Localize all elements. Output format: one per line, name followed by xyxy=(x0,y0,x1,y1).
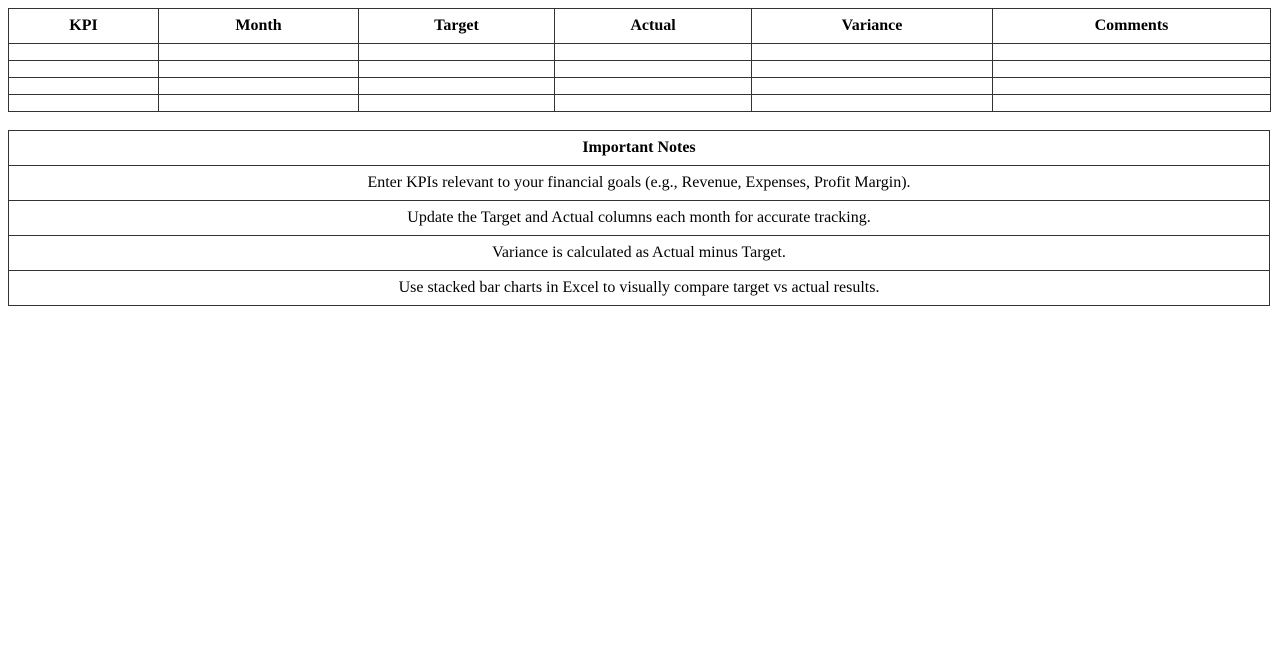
table-cell[interactable] xyxy=(159,44,359,61)
table-cell[interactable] xyxy=(993,78,1271,95)
table-cell[interactable] xyxy=(993,61,1271,78)
note-item: Variance is calculated as Actual minus Target. xyxy=(9,236,1270,271)
notes-row xyxy=(9,201,1270,236)
table-row xyxy=(9,61,1271,78)
notes-table xyxy=(8,130,1270,306)
note-item: Enter KPIs relevant to your financial goals (e.g., Revenue, Expenses, Profit Margin). xyxy=(9,166,1270,201)
notes-header-row xyxy=(9,131,1270,166)
table-row xyxy=(9,78,1271,95)
kpi-header-target: Target xyxy=(359,9,555,44)
table-cell[interactable] xyxy=(993,95,1271,112)
table-row xyxy=(9,95,1271,112)
kpi-header-comments: Comments xyxy=(993,9,1271,44)
kpi-header-variance: Variance xyxy=(752,9,993,44)
note-item: Update the Target and Actual columns each month for accurate tracking. xyxy=(9,201,1270,236)
table-cell[interactable] xyxy=(359,95,555,112)
table-cell[interactable] xyxy=(9,95,159,112)
table-cell[interactable] xyxy=(159,61,359,78)
table-cell[interactable] xyxy=(752,95,993,112)
kpi-header-row xyxy=(9,9,1271,44)
table-cell[interactable] xyxy=(359,78,555,95)
kpi-header-kpi: KPI xyxy=(9,9,159,44)
kpi-header-actual: Actual xyxy=(555,9,752,44)
note-item: Use stacked bar charts in Excel to visually compare target vs actual results. xyxy=(9,271,1270,306)
table-cell[interactable] xyxy=(159,78,359,95)
table-cell[interactable] xyxy=(9,61,159,78)
notes-title: Important Notes xyxy=(9,131,1270,166)
table-cell[interactable] xyxy=(9,44,159,61)
table-cell[interactable] xyxy=(752,44,993,61)
page xyxy=(0,0,1278,314)
table-spacer xyxy=(8,112,1270,130)
table-cell[interactable] xyxy=(993,44,1271,61)
kpi-table xyxy=(8,8,1271,112)
table-cell[interactable] xyxy=(159,95,359,112)
table-row xyxy=(9,44,1271,61)
table-cell[interactable] xyxy=(9,78,159,95)
table-cell[interactable] xyxy=(555,61,752,78)
table-cell[interactable] xyxy=(555,95,752,112)
table-cell[interactable] xyxy=(359,44,555,61)
notes-row xyxy=(9,166,1270,201)
table-cell[interactable] xyxy=(752,61,993,78)
table-cell[interactable] xyxy=(555,78,752,95)
notes-row xyxy=(9,236,1270,271)
table-cell[interactable] xyxy=(359,61,555,78)
table-cell[interactable] xyxy=(555,44,752,61)
notes-row xyxy=(9,271,1270,306)
table-cell[interactable] xyxy=(752,78,993,95)
kpi-header-month: Month xyxy=(159,9,359,44)
